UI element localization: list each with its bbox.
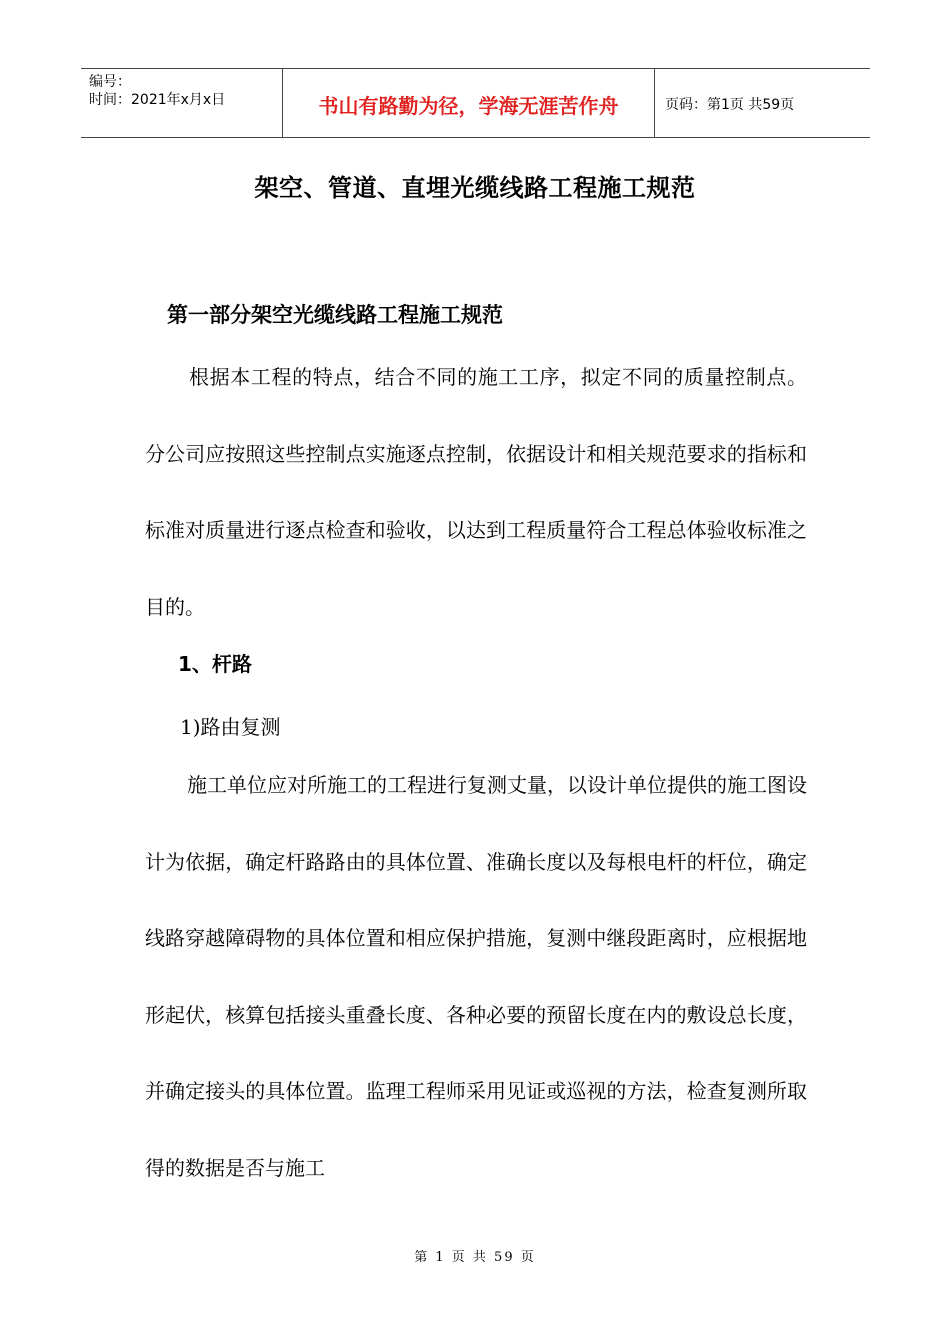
number-label: 编号： xyxy=(89,74,131,90)
sub-heading-route-survey: 1)路由复测 xyxy=(180,715,281,739)
page-footer: 第 1 页 共 59 页 xyxy=(414,1250,536,1265)
date-label: 时间：2021年x月x日 xyxy=(89,92,226,108)
document-title: 架空、管道、直埋光缆线路工程施工规范 xyxy=(254,174,696,202)
heading-pole-route: 1、杆路 xyxy=(178,652,252,676)
header-meta xyxy=(81,69,282,137)
header-motto: 书山有路勤为径，学海无涯苦作舟 xyxy=(282,69,655,137)
intro-paragraph: 根据本工程的特点，结合不同的施工工序，拟定不同的质量控制点。分公司应按照这些控制点实施逐点控制，依据设计和相关规范要求的指标和标准对质量进行逐点检查和验收，以达到工程质量符合工程总体验收标准之目的。 xyxy=(145,365,807,619)
header-page-info: 页码：第1页 共59页 xyxy=(665,97,795,113)
survey-paragraph: 施工单位应对所施工的工程进行复测丈量，以设计单位提供的施工图设计为依据，确定杆路路由的具体位置、准确长度以及每根电杆的杆位，确定线路穿越障碍物的具体位置和相应保护措施，复测中继段距离时，应根据地形起伏，核算包括接头重叠长度、各种必要的预留长度在内的敷设总长度，并确定接头的具体位置。监理工程师采用见证或巡视的方法，检查复测所取得的数据是否与施工 xyxy=(145,773,807,1180)
section-title: 第一部分架空光缆线路工程施工规范 xyxy=(167,303,503,327)
document-header xyxy=(81,68,870,138)
